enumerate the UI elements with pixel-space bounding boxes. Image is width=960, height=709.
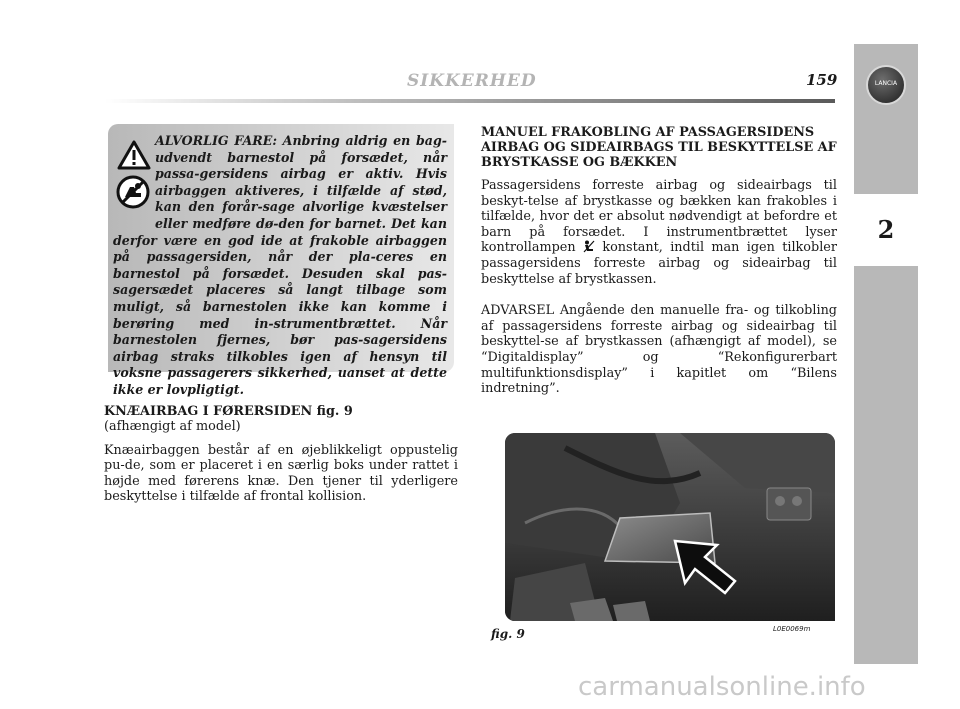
airbag-off-icon (583, 240, 595, 253)
watermark: carmanualsonline.info (578, 672, 866, 702)
manual-disable-paragraph-2: ADVARSEL Angående den manuelle fra- og tilkobling af passagersidens forreste airbag og sideairbag til beskyttel-se af brystkassen (afhængigt af model), se “Digitaldisplay” og “Rekonfigurerbart multifunktionsdisplay” i kapitlet om “Bilens indretning”. (481, 303, 837, 397)
knee-airbag-section (104, 404, 458, 505)
page-title: SIKKERHED (407, 71, 537, 91)
knee-airbag-subheading: (afhængigt af model) (104, 419, 241, 434)
knee-airbag-body: Knæairbaggen består af en øjeblikkeligt oppustelig pu-de, som er placeret i en særlig boks under rattet i højde med førerens knæ. Den tjener til yderligere beskyttelse i tilfælde af frontal kollision. (104, 442, 458, 505)
paragraph-text-end: konstant, indtil man igen tilkobler passagersidens forreste airbag og sideairbag til beskyttelse af brystkassen. (481, 240, 837, 287)
chapter-sidebar (854, 44, 918, 664)
figure-code: L0E0069m (773, 625, 811, 633)
warning-text: ALVORLIG FARE: Anbring aldrig en bag-udvendt barnestol på forsædet, når passa-gersidens airbag er aktiv. Hvis airbaggen aktiveres, i tilfælde af stød, kan den forår-sage alvorlige kvæstelser eller medføre dø-den for barnet. Det kan derfor være en god ide at frakoble airbaggen på passagersiden, når der pla-ceres en barnestol på forsædet. Desuden skal pas-sagersædet placeres så langt tilbage som muligt, så barnestolen ikke kan komme i berøring med in-strumentbrættet. Når barnestolen fjernes, bør pas-sagersidens airbag straks tilkobles igen af hensyn til voksne passagerers sikkerhed, uanset at dette ikke er lovpligtigt. (113, 133, 447, 397)
header-divider (105, 99, 835, 103)
logo-text: LANCIA (874, 80, 898, 87)
knee-airbag-heading: KNÆAIRBAG I FØRERSIDEN fig. 9 (104, 404, 353, 419)
brand-logo (866, 65, 906, 105)
manual-disable-heading: MANUEL FRAKOBLING AF PASSAGERSIDENS AIRBAG OG SIDEAIRBAGS TIL BESKYTTELSE AF BRYSTKASSE OG BÆKKEN (481, 125, 837, 170)
page-number: 159 (806, 71, 838, 89)
manual-disable-section (481, 125, 837, 397)
manual-disable-paragraph-1 (481, 178, 837, 287)
chapter-number: 2 (854, 194, 918, 266)
figure-caption: fig. 9 (491, 627, 525, 641)
paragraph-text-start: Passagersidens forreste airbag og sideairbags til beskyt-telse af brystkasse og bækken kan frakobles i tilfælde, hvor det er absolut nødvendigt at befordre et barn på forsædet. I instrumentbrættet lyser kontrollampen (481, 178, 837, 256)
knee-airbag-photo (505, 433, 835, 621)
dashboard-illustration (505, 433, 835, 621)
